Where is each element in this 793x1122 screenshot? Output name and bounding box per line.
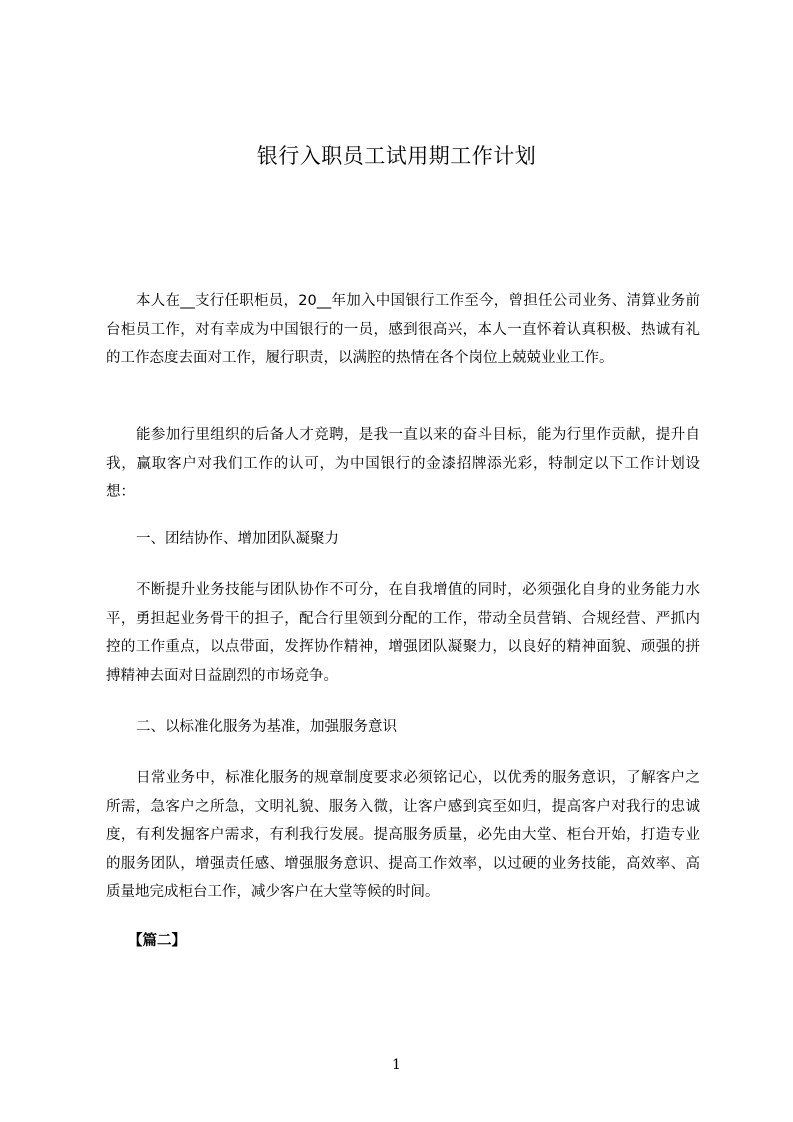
page-title: 银行入职员工试用期工作计划 <box>256 144 537 168</box>
part-two-label: 【篇二】 <box>128 933 186 949</box>
intro-paragraph: 本人在__支行任职柜员，20__年加入中国银行工作至今，曾担任公司业务、清算业务前台柜员工作，对有幸成为中国银行的一员，感到很高兴，本人一直怀着认真积极、热诚有礼的工作态度去面对工作，履行职责，以满腔的热情在各个岗位上兢兢业业工作。 <box>106 293 700 366</box>
section-1-heading: 一、团结协作、增加团队凝聚力 <box>136 531 339 547</box>
page-number: 1 <box>392 1057 401 1073</box>
goal-paragraph: 能参加行里组织的后备人才竞聘，是我一直以来的奋斗目标，能为行里作贡献，提升自我，赢取客户对我们工作的认可，为中国银行的金漆招牌添光彩，特制定以下工作计划设想： <box>106 427 700 500</box>
section-1-body: 不断提升业务技能与团队协作不可分，在自我增值的同时，必须强化自身的业务能力水平，勇担起业务骨干的担子，配合行里领到分配的工作，带动全员营销、合规经营、严抓内控的工作重点，以点带面，发挥协作精神，增强团队凝聚力，以良好的精神面貌、顽强的拼搏精神去面对日益剧烈的市场竞争。 <box>106 582 700 684</box>
section-2-heading: 二、以标准化服务为基准，加强服务意识 <box>136 719 397 735</box>
section-2-body: 日常业务中，标准化服务的规章制度要求必须铭记心，以优秀的服务意识，了解客户之所需，急客户之所急，文明礼貌、服务入微，让客户感到宾至如归，提高客户对我行的忠诚度，有利发掘客户需求，有利我行发展。提高服务质量，必先由大堂、柜台开始，打造专业的服务团队，增强责任感、增强服务意识、提高工作效率，以过硬的业务技能，高效率、高质量地完成柜台工作，减少客户在大堂等候的时间。 <box>106 770 700 900</box>
